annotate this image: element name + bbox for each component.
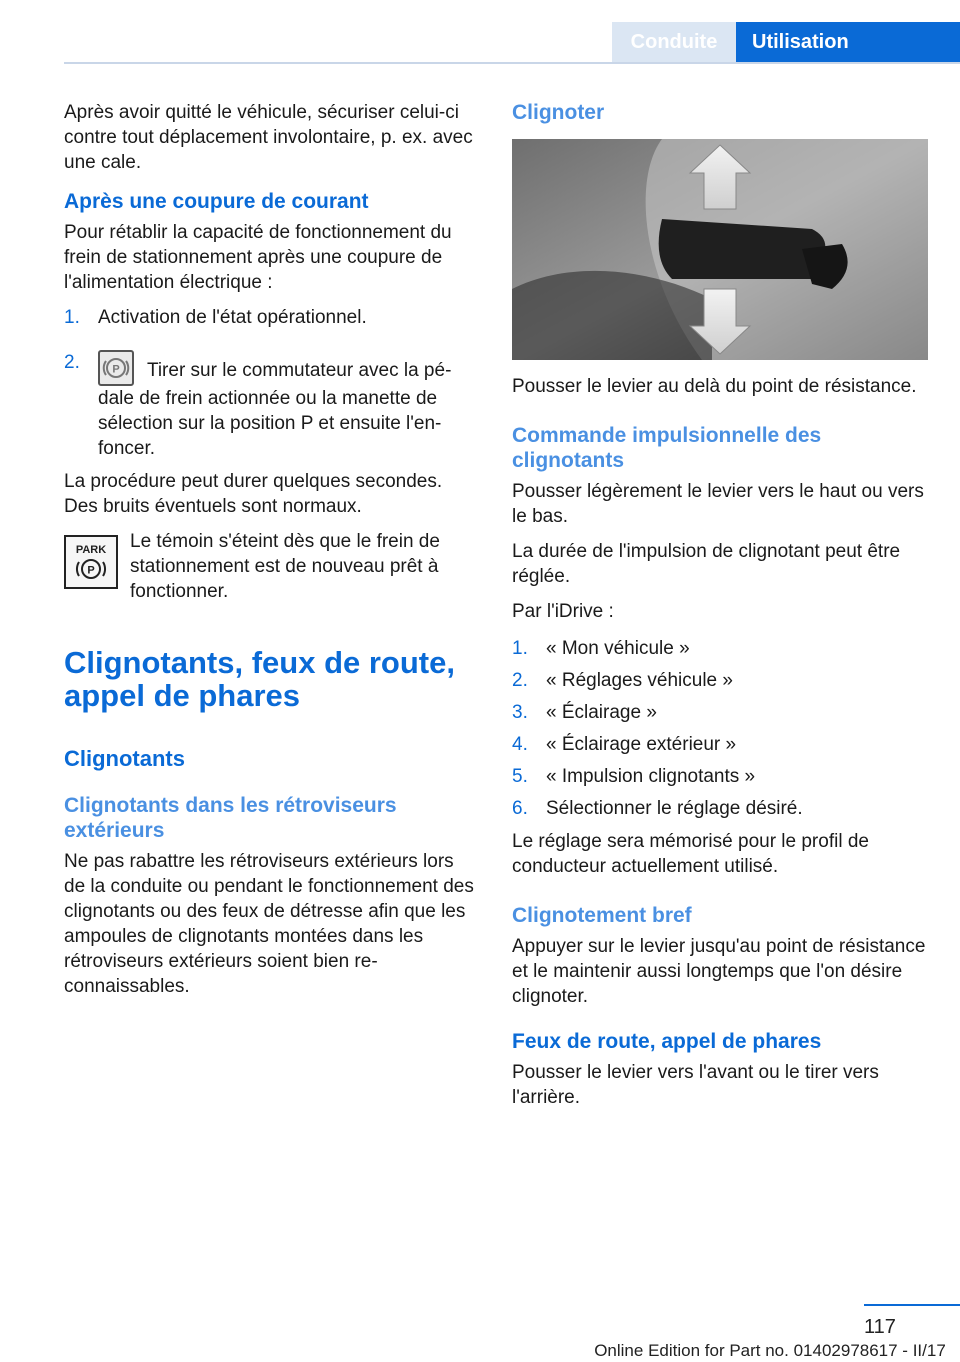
park-indicator-icon [64,535,118,589]
parking-brake-switch-icon [98,350,134,386]
memo-text: Le réglage sera mémorisé pour le profil de conducteur actuellement utilisé. [512,831,869,877]
power-cut-text: Pour rétablir la capacité de fonctionnement du frein de stationnement après une coupure de l'alimentation électrique : [64,222,452,293]
impulse-text-1: Pousser légèrement le levier vers le haut ou vers le bas. [512,481,924,527]
step-number: 5. [512,766,528,787]
intro-paragraph: Après avoir quitté le véhicule, sécuriser celui-ci contre tout déplacement involontaire, p. ex. avec une cale. [64,102,473,173]
page-header [0,0,960,64]
park-note-text: Le témoin s'éteint dès que le frein de stationnement est de nouveau prêt à fonctionner. [130,531,440,602]
procedure-text: La procédure peut durer quelques secondes. Des bruits éventuels sont normaux. [64,471,443,517]
list-item [512,700,928,725]
impulse-title: Commande impulsionnelle des clignotants [512,424,822,472]
step-text: « Mon véhicule » [546,638,690,659]
list-item [512,764,928,789]
step-text: Tirer sur le commutateur avec la pédale de frein actionnée ou la manette de sélection sur la position P et ensuite l'enfoncer. [98,360,452,459]
step-text: « Impulsion clignotants » [546,766,756,787]
step-text: « Éclairage » [546,702,657,723]
tab-utilisation[interactable]: Utilisation [736,22,960,62]
step-number: 1. [64,307,80,328]
step-number: 2. [512,670,528,691]
list-item [64,350,480,461]
list-item [512,668,928,693]
mirror-section-title: Clignotants dans les rétroviseurs extérieurs [64,794,397,842]
sub-section-title: Clignotants [64,746,185,771]
step-number: 1. [512,638,528,659]
high-beam-title: Feux de route, appel de phares [512,1030,822,1053]
step-number: 4. [512,734,528,755]
list-item [512,796,928,821]
idrive-text: Par l'iDrive : [512,601,614,622]
footer-divider [864,1304,960,1306]
step-text: Activation de l'état opérationnel. [98,307,367,328]
step-number: 6. [512,798,528,819]
restore-steps-list [64,305,480,461]
list-item [512,636,928,661]
idrive-menu-steps [512,636,928,821]
svg-text:PARK: PARK [75,544,107,556]
tab-conduite[interactable]: Conduite [612,22,736,62]
section-title-power-cut: Après une coupure de courant [64,190,369,213]
clignoter-title: Clignoter [512,101,605,124]
clignoter-text: Pousser le levier au delà du point de résistance. [512,376,917,397]
right-column [512,100,928,1120]
park-indicator-note [64,529,480,604]
svg-text:P: P [87,564,95,577]
mirror-text: Ne pas rabattre les rétroviseurs extérieurs lors de la conduite ou pendant le fonctionnement des clignotants ou des feux de détresse afin que les ampoules de clignotants montées dans les rétroviseurs extérieurs soient bien reconnaissables. [64,851,474,997]
high-beam-text: Pousser le levier vers l'avant ou le tirer vers l'arrière. [512,1062,879,1108]
short-flash-title: Clignotement bref [512,904,692,927]
step-text: « Éclairage extérieur » [546,734,737,755]
short-flash-text: Appuyer sur le levier jusqu'au point de résistance et le maintenir aussi longtemps que l'on désire clignoter. [512,936,926,1007]
impulse-text-2: La durée de l'impulsion de clignotant peut être réglée. [512,541,901,587]
main-section-title: Clignotants, feux de route, appel de phares [64,645,455,713]
step-text: « Réglages véhicule » [546,670,733,691]
step-number: 2. [64,352,80,373]
page-number: 117 [864,1316,896,1338]
list-item [64,305,480,330]
header-divider [64,62,960,64]
list-item [512,732,928,757]
turn-signal-lever-illustration [512,139,928,360]
step-text: Sélectionner le réglage désiré. [546,798,803,819]
svg-text:P: P [112,363,120,376]
left-column [64,100,480,1009]
step-number: 3. [512,702,528,723]
edition-text: Online Edition for Part no. 01402978617 - II/17 [594,1341,946,1360]
